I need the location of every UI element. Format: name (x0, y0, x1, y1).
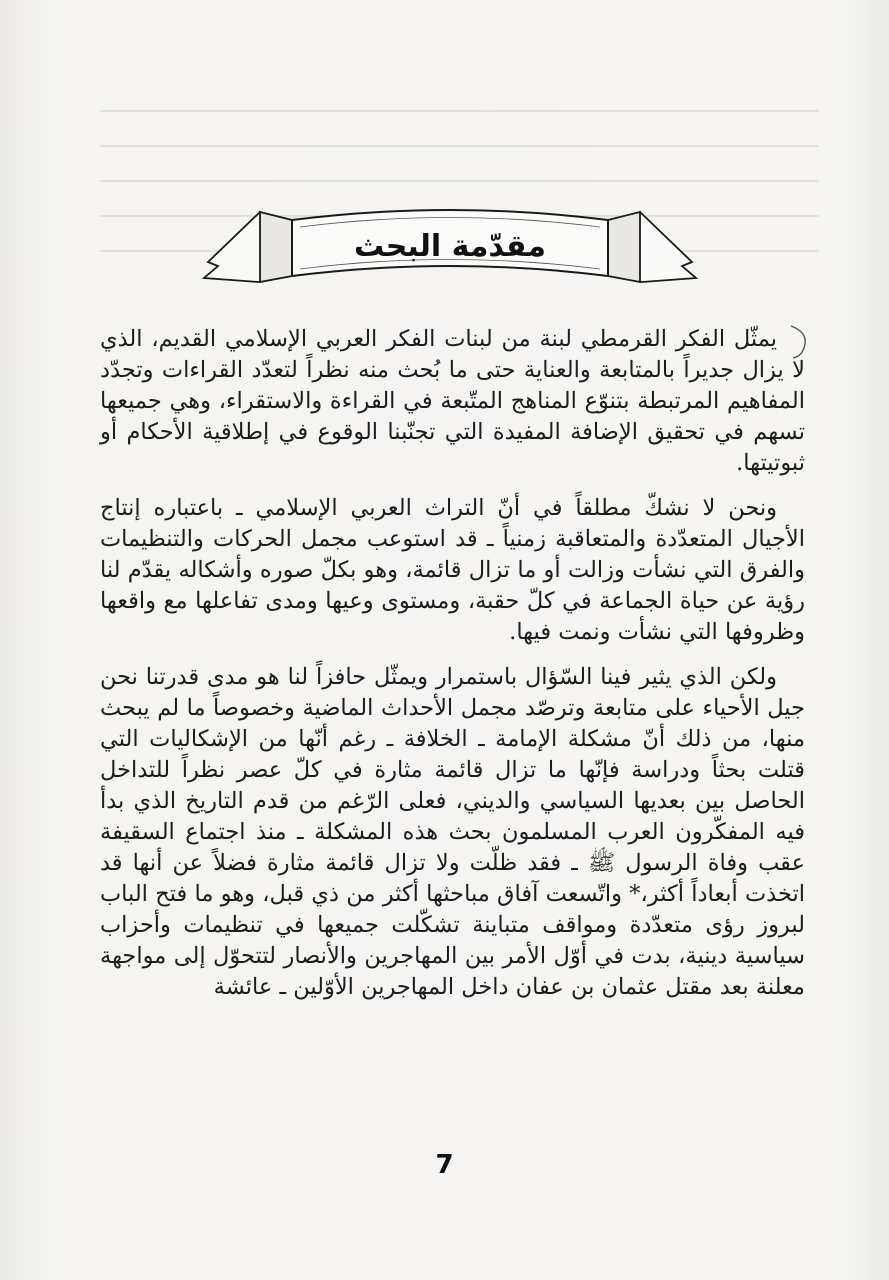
chapter-title: مقدّمة البحث (354, 229, 546, 264)
paragraph-2: ونحن لا نشكّ مطلقاً في أنّ التراث العربي الإسلامي ـ باعتباره إنتاج الأجيال المتعدّدة والمتعاقبة زمنياً ـ قد استوعب مجمل الحركات والتنظيمات والفرق التي نشأت وزالت أو ما تزال قائمة، وهو بكلّ صوره وأشكاله يقدّم لنا رؤية عن حياة الجماعة في كلّ حقبة، ومستوى وعيها ومدى تفاعلها مع واقعها وظروفها التي نشأت ونمت فيها. (100, 495, 805, 645)
paragraph-1: يمثّل الفكر القرمطي لبنة من لبنات الفكر العربي الإسلامي القديم، الذي لا يزال جديراً بالمتابعة والعناية حتى ما بُحث منه نظراً لتعدّد القراءات وتجدّد المفاهيم المرتبطة بتنوّع المناهج المتّبعة في القراءة والاستقراء، وهي جميعها تسهم في تحقيق الإضافة المفيدة التي تجنّبنا الوقوع في إطلاقية الأحكام أو ثبوتيتها. (100, 326, 805, 476)
body-text (100, 324, 805, 1017)
page-number: 7 (435, 1150, 454, 1180)
heading-banner (200, 190, 700, 320)
paragraph-3: ولكن الذي يثير فينا السّؤال باستمرار ويمثّل حافزاً لنا هو مدى قدرتنا نحن جيل الأحياء على متابعة وترصّد مجمل الأحداث الماضية وخصوصاً ما لم يبحث منها، من ذلك أنّ مشكلة الإمامة ـ الخلافة ـ رغم أنّها من الإشكاليات التي قتلت بحثاً ودراسة فإنّها ما تزال قائمة مثارة في كلّ عصر نظراً للتداخل الحاصل بين بعديها السياسي والديني، فعلى الرّغم من قدم التاريخ الذي بدأ فيه المفكّرون العرب المسلمون بحث هذه المشكلة ـ منذ اجتماع السقيفة عقب وفاة الرسول ﷺ ـ فقد ظلّت ولا تزال قائمة مثارة فضلاً عن أنها قد اتخذت أبعاداً أكثر،* واتّسعت آفاق مباحثها أكثر من ذي قبل، وهو ما فتح الباب لبروز رؤى متعدّدة ومواقف متباينة تشكّلت جميعها في تنظيمات وأحزاب سياسية دينية، بدت في أوّل الأمر بين المهاجرين والأنصار لتتحوّل إلى مواجهة معلنة بعد مقتل عثمان بن عفان داخل المهاجرين الأوّلين ـ عائشة (100, 664, 805, 1000)
